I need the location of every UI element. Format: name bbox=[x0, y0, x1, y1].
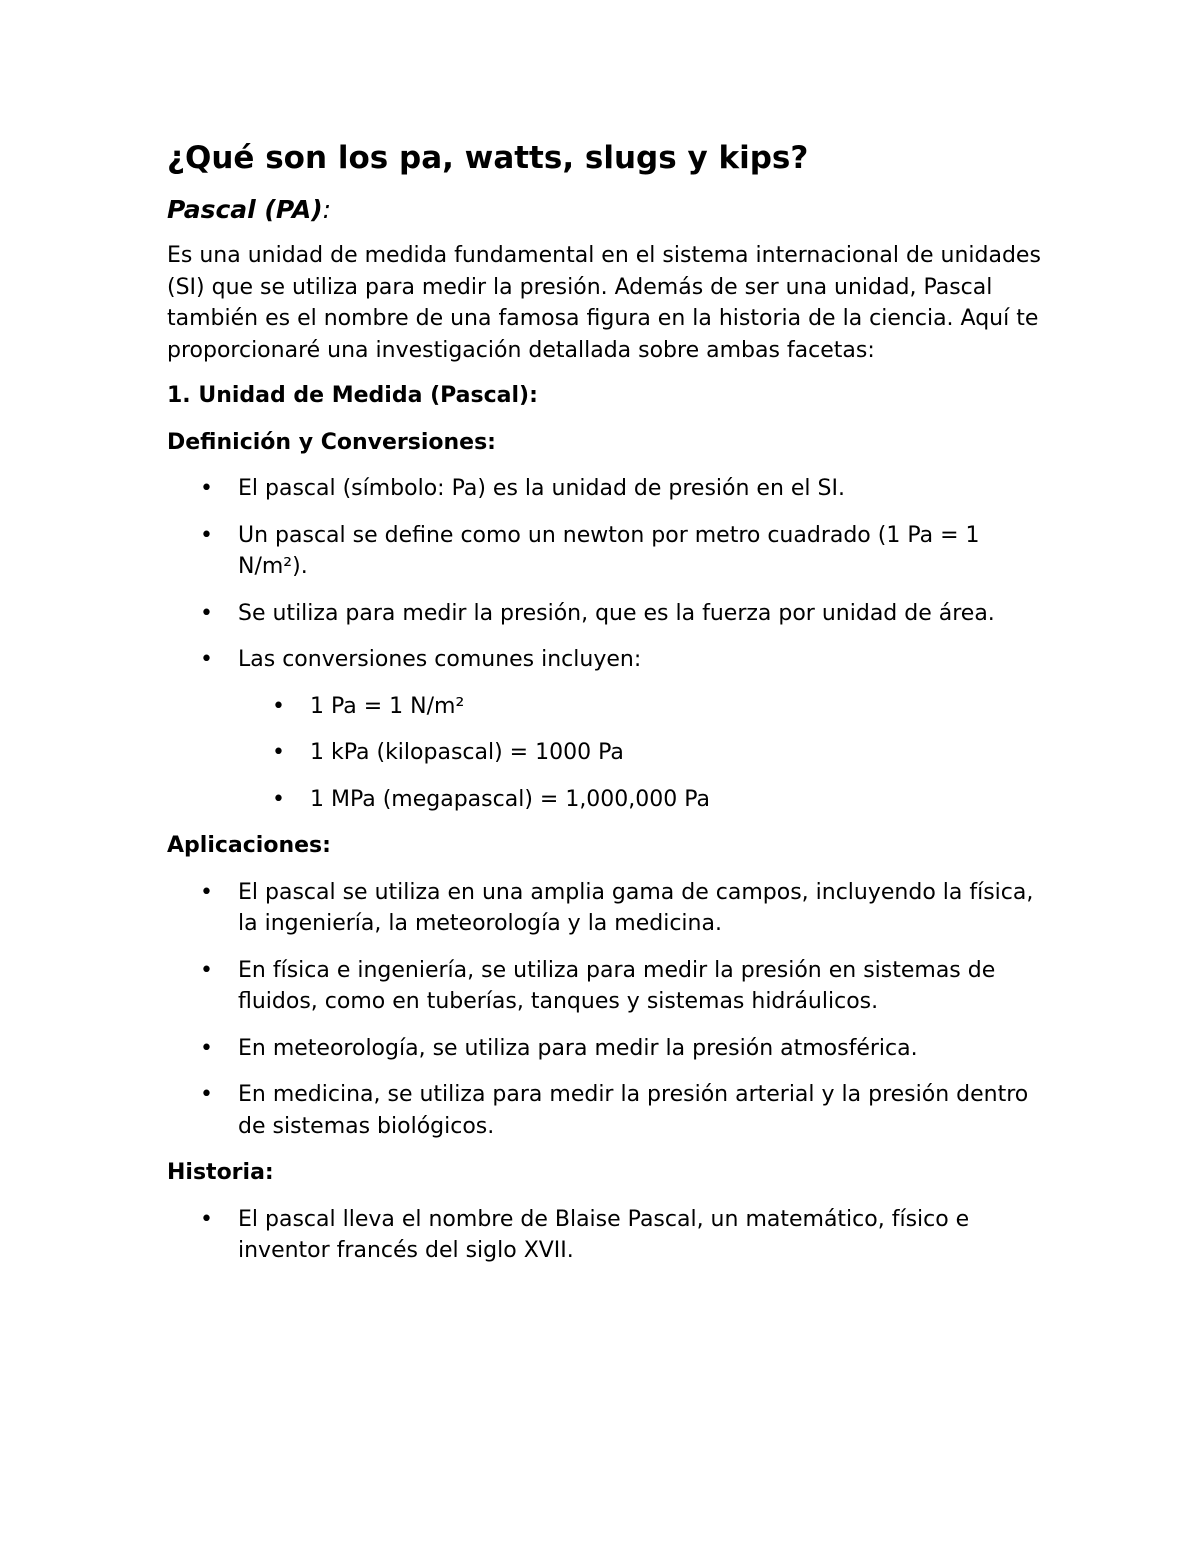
list-item bbox=[238, 691, 1047, 723]
list-item-text: El pascal se utiliza en una amplia gama de campos, incluyendo la física, la ingeniería, la meteorología y la medicina. bbox=[238, 879, 1034, 936]
list-item-text: 1 Pa = 1 N/m² bbox=[310, 693, 465, 719]
bullet-icon: • bbox=[200, 600, 213, 626]
list-item-text: 1 kPa (kilopascal) = 1000 Pa bbox=[310, 740, 624, 765]
list-item-text: El pascal (símbolo: Pa) es la unidad de presión en el SI. bbox=[238, 476, 845, 501]
list-item bbox=[238, 737, 1047, 769]
list-item-text: Las conversiones comunes incluyen: bbox=[238, 647, 642, 672]
bullet-icon: • bbox=[200, 957, 213, 983]
list-item bbox=[167, 1033, 1047, 1065]
bullet-icon: • bbox=[200, 522, 213, 548]
list-item bbox=[167, 955, 1047, 1018]
bullet-icon: • bbox=[200, 476, 213, 501]
bullet-icon: • bbox=[200, 647, 213, 672]
heading-historia: Historia: bbox=[167, 1160, 274, 1185]
list-item bbox=[167, 598, 1047, 630]
bullet-icon: • bbox=[272, 693, 285, 719]
conversions-list bbox=[238, 691, 1047, 816]
bullet-icon: • bbox=[200, 1035, 213, 1061]
historia-list bbox=[167, 1204, 1047, 1267]
list-item-text: Un pascal se define como un newton por metro cuadrado (1 Pa = 1 N/m²). bbox=[238, 522, 980, 579]
list-item-text: En medicina, se utiliza para medir la presión arterial y la presión dentro de sistemas biológicos. bbox=[238, 1082, 1029, 1139]
bullet-icon: • bbox=[200, 1206, 213, 1232]
aplicaciones-list bbox=[167, 877, 1047, 1143]
list-item-text: En meteorología, se utiliza para medir la presión atmosférica. bbox=[238, 1035, 918, 1061]
list-item bbox=[167, 644, 1047, 815]
heading-aplicaciones: Aplicaciones: bbox=[167, 833, 331, 858]
bullet-icon: • bbox=[272, 786, 285, 812]
list-item bbox=[238, 784, 1047, 816]
list-item-text: En física e ingeniería, se utiliza para medir la presión en sistemas de fluidos, como en tuberías, tanques y sistemas hidráulicos. bbox=[238, 957, 996, 1014]
intro-paragraph: Es una unidad de medida fundamental en el sistema internacional de unidades (SI) que se utiliza para medir la presión. Además de ser una unidad, Pascal también es el nombre de una famosa figura en la historia de la ciencia. Aquí te proporcionaré una investigación detallada sobre ambas facetas: bbox=[167, 243, 1041, 363]
list-item-text: 1 MPa (megapascal) = 1,000,000 Pa bbox=[310, 786, 711, 812]
section-subtitle bbox=[167, 194, 1047, 226]
list-item bbox=[167, 473, 1047, 505]
list-item bbox=[167, 1079, 1047, 1142]
subtitle-text: Pascal (PA) bbox=[167, 195, 323, 224]
document-page bbox=[167, 138, 1047, 1282]
list-item-text: Se utiliza para medir la presión, que es la fuerza por unidad de área. bbox=[238, 600, 995, 626]
list-item bbox=[167, 877, 1047, 940]
list-item-text: El pascal lleva el nombre de Blaise Pascal, un matemático, físico e inventor francés del siglo XVII. bbox=[238, 1206, 970, 1263]
list-item bbox=[167, 520, 1047, 583]
heading-definicion: Definición y Conversiones: bbox=[167, 429, 496, 455]
section-heading-unidad: 1. Unidad de Medida (Pascal): bbox=[167, 383, 538, 408]
bullet-icon: • bbox=[272, 740, 285, 765]
bullet-icon: • bbox=[200, 1082, 213, 1107]
bullet-icon: • bbox=[200, 879, 213, 905]
definicion-list bbox=[167, 473, 1047, 815]
subtitle-colon: : bbox=[322, 195, 332, 224]
list-item bbox=[167, 1204, 1047, 1267]
document-title: ¿Qué son los pa, watts, slugs y kips? bbox=[167, 140, 809, 176]
